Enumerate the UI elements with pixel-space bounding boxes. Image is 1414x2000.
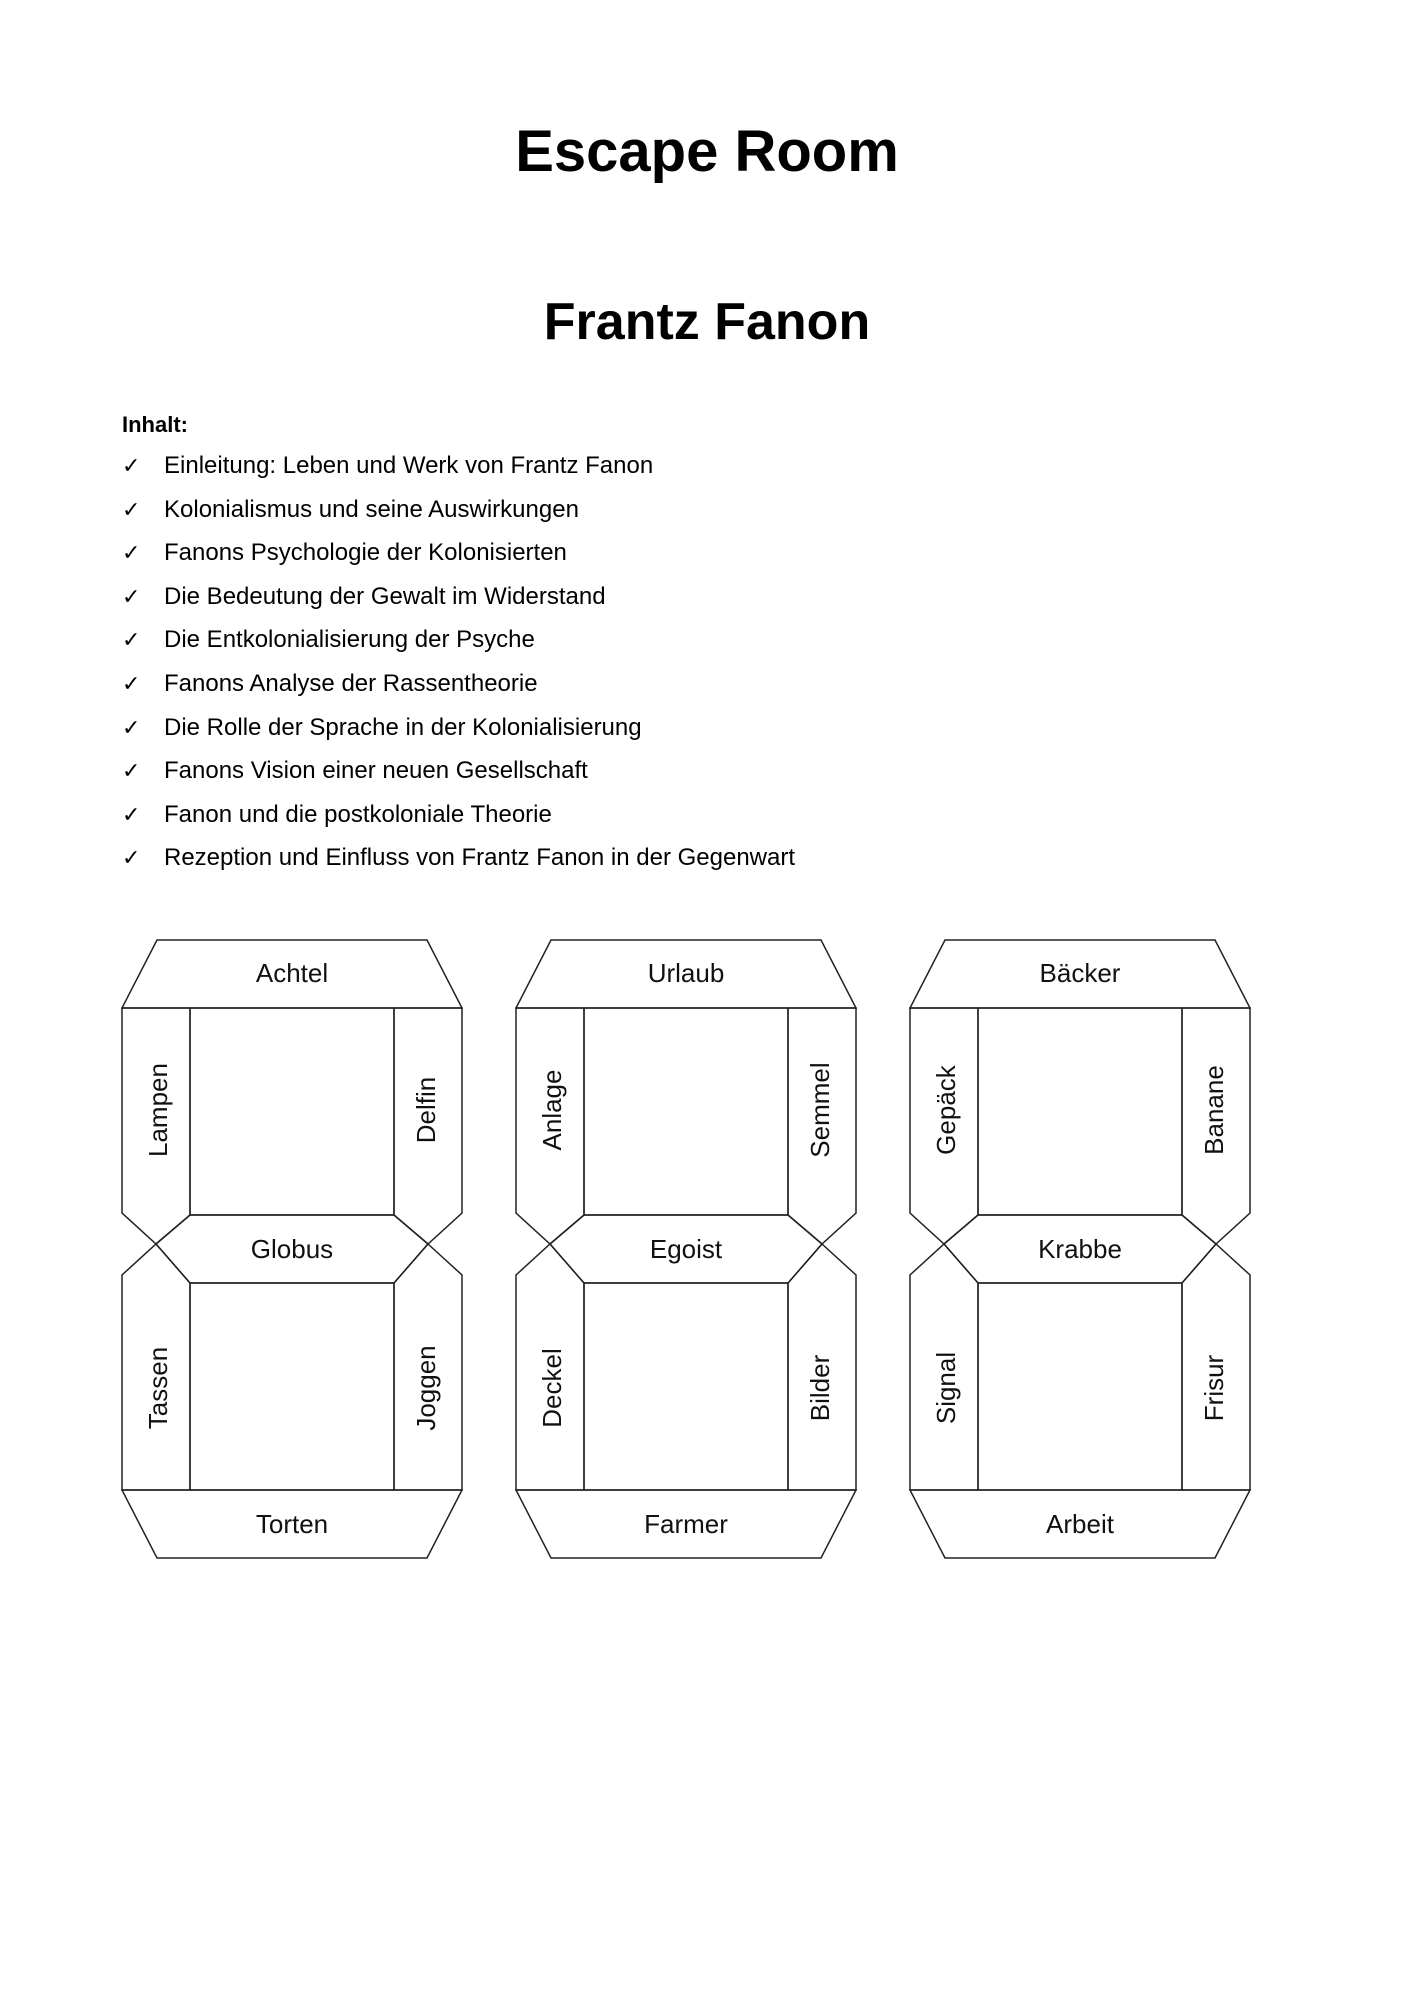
list-item-text: Kolonialismus und seine Auswirkungen	[164, 495, 579, 523]
segment-label-lower-right: Bilder	[805, 1354, 835, 1422]
segment-label-lower-left: Deckel	[537, 1348, 567, 1428]
page-subtitle: Frantz Fanon	[543, 293, 871, 351]
list-item-text: Fanons Analyse der Rassentheorie	[164, 669, 538, 697]
contents-heading: Inhalt:	[122, 412, 188, 437]
checkmark-icon: ✓	[122, 845, 141, 871]
list-item-text: Fanons Vision einer neuen Gesellschaft	[164, 757, 588, 785]
segment-label-upper-left: Lampen	[143, 1063, 173, 1157]
segment-label-upper-right: Delfin	[411, 1076, 441, 1144]
segment-label-lower-left: Tassen	[143, 1346, 173, 1430]
checkmark-icon: ✓	[122, 496, 141, 522]
checkmark-icon: ✓	[122, 758, 141, 784]
segment-label-top: Urlaub	[647, 958, 725, 988]
segment-label-lower-left: Signal	[931, 1351, 961, 1425]
inner-box-upper	[584, 1008, 788, 1215]
segment-label-bottom: Farmer	[644, 1509, 728, 1539]
inner-box-lower	[978, 1283, 1182, 1490]
checkmark-icon: ✓	[122, 540, 141, 566]
list-item-text: Fanon und die postkoloniale Theorie	[164, 800, 552, 828]
list-item-text: Einleitung: Leben und Werk von Frantz Fanon	[164, 452, 654, 479]
segment-label-middle: Egoist	[649, 1234, 723, 1264]
list-item-text: Die Rolle der Sprache in der Kolonialisierung	[164, 713, 642, 741]
inner-box-lower	[584, 1283, 788, 1490]
segment-label-upper-left: Anlage	[537, 1069, 567, 1151]
segment-label-middle: Krabbe	[1038, 1234, 1122, 1264]
checkmark-icon: ✓	[122, 583, 141, 609]
segment-label-lower-right: Frisur	[1199, 1354, 1229, 1422]
segment-label-top: Bäcker	[1039, 958, 1121, 988]
list-item-text: Fanons Psychologie der Kolonisierten	[164, 539, 567, 567]
segment-label-lower-right: Joggen	[411, 1345, 441, 1431]
segment-label-upper-left: Gepäck	[931, 1065, 961, 1155]
list-item-text: Die Entkolonialisierung der Psyche	[164, 626, 535, 654]
checkmark-icon: ✓	[122, 670, 141, 696]
checkmark-icon: ✓	[122, 714, 141, 740]
inner-box-upper	[978, 1008, 1182, 1215]
segment-label-bottom: Arbeit	[1046, 1509, 1114, 1539]
list-item-text: Rezeption und Einfluss von Frantz Fanon in der Gegenwart	[164, 844, 796, 872]
segment-label-top: Achtel	[255, 958, 329, 988]
checkmark-icon: ✓	[122, 627, 141, 653]
checkmark-icon: ✓	[122, 453, 141, 478]
segment-label-bottom: Torten	[255, 1509, 329, 1539]
checkmark-icon: ✓	[122, 801, 141, 827]
inner-box-upper	[190, 1008, 394, 1215]
segment-label-upper-right: Banane	[1199, 1065, 1229, 1155]
inner-box-lower	[190, 1283, 394, 1490]
page-title: Escape Room	[515, 119, 899, 184]
segment-label-upper-right: Semmel	[805, 1062, 835, 1158]
list-item-text: Die Bedeutung der Gewalt im Widerstand	[164, 582, 606, 610]
segment-label-middle: Globus	[250, 1234, 334, 1264]
